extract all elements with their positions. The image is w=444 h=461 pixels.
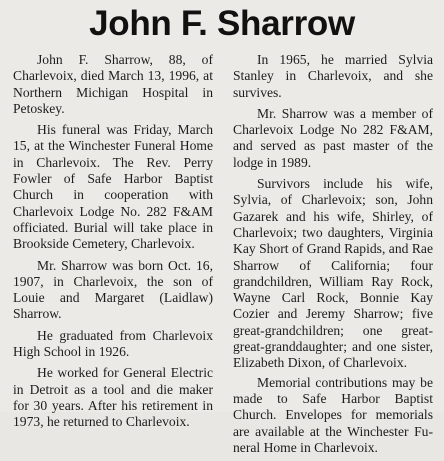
left-column: [13, 52, 213, 436]
paragraph-memorials: Memorial contributions may be made to Safe Harbor Baptist Church. Envelopes for memorials are available at the Winchester Funeral Home in Charlevoix.: [233, 374, 433, 455]
paragraph-survivors: Survivors include his wife, Sylvia, of Charlevoix; son, John Gazarek and his wife, Shirley, of Charlevoix; two daughters, Virginia Kay Short of Grand Rapids, and Rae Sharrow of California; four grandchildren, William Ray Rock, Wayne Carl Rock, Bonnie Kay Cozier and Jeremy Sharrow; five great-grandchildren; one great-great-granddaughter; and one sister, Elizabeth Dixon, of Charlevoix.: [233, 176, 433, 371]
paragraph-marriage: In 1965, he married Sylvia Stanley in Charlevoix, and she survives.: [233, 52, 433, 100]
paragraph-lodge: Mr. Sharrow was a member of Charlevoix Lodge No 282 F&AM, and served as past master of the lodge in 1989.: [233, 105, 433, 170]
paragraph-birth: Mr. Sharrow was born Oct. 16, 1907, in Charlevoix, the son of Louie and Margaret (Laidlaw) Sharrow.: [13, 257, 213, 322]
obituary-headline: John F. Sharrow: [89, 4, 355, 43]
paragraph-education: He graduated from Charlevoix High School in 1926.: [13, 327, 213, 360]
paragraph-death-notice: John F. Sharrow, 88, of Charlevoix, died March 13, 1996, at Northern Michigan Hospital in Petoskey.: [13, 52, 213, 116]
paragraph-career: He worked for General Electric in Detroit as a tool and die maker for 30 years. After his retirement in 1973, he returned to Charlevoix.: [13, 365, 213, 430]
paragraph-funeral: His funeral was Friday, March 15, at the Winchester Funeral Home in Charlevoix. The Rev. Perry Fowler of Safe Harbor Baptist Church in cooperation with Charlevoix Lodge No. 282 F&AM officiated. Burial will take place in Brookside Cemetery, Charlevoix.: [13, 122, 213, 252]
right-column: [233, 52, 433, 461]
column-divider: [221, 54, 222, 404]
